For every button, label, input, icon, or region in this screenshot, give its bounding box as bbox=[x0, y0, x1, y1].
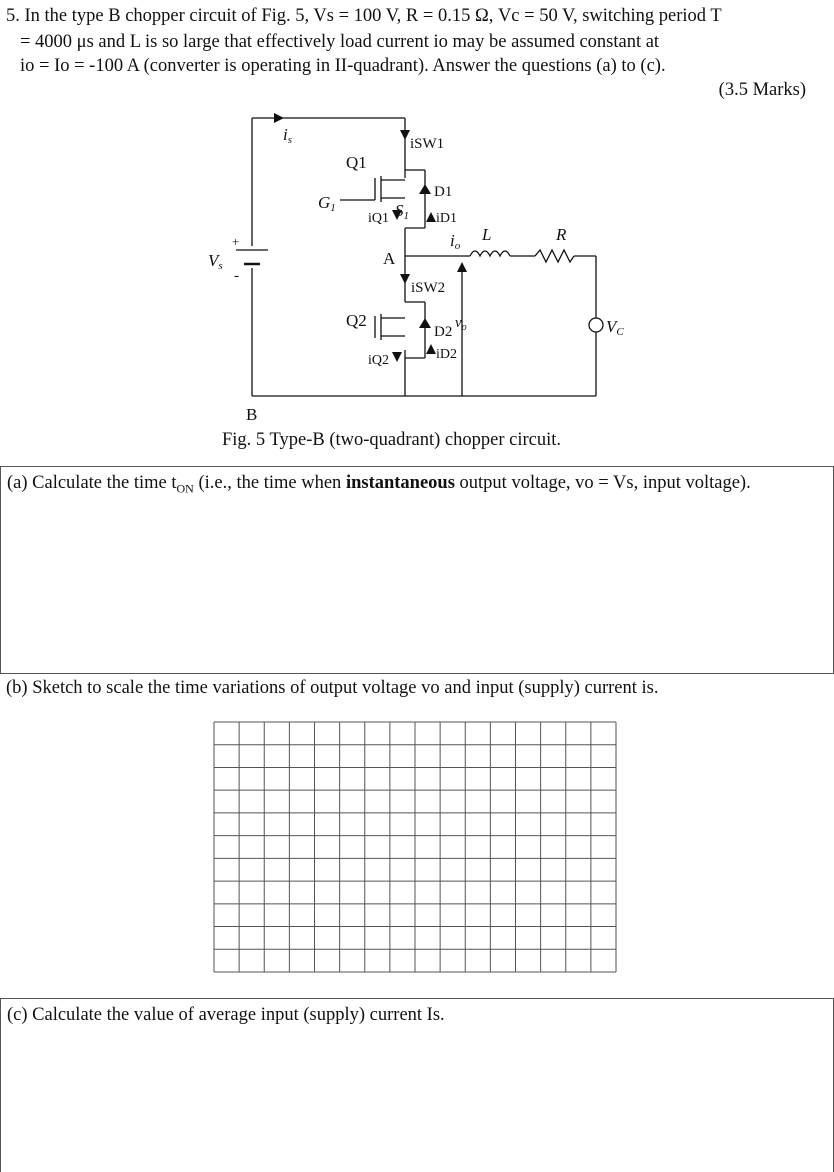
d2-symbol bbox=[419, 318, 431, 328]
part-a-text: (a) Calculate the time $t_{ON}$ (i.e., the time when instantaneous output voltage, vo = Vs, input voltage). bbox=[7, 473, 751, 496]
d1-symbol bbox=[419, 184, 431, 194]
label-vo: $v_o$ bbox=[455, 315, 467, 333]
id1-arrow bbox=[426, 212, 436, 222]
inductor bbox=[470, 251, 510, 256]
label-node-b: B bbox=[246, 405, 258, 424]
marks-label: (3.5 Marks) bbox=[718, 80, 806, 100]
figure-caption: Fig. 5 Type-B (two-quadrant) chopper circuit. bbox=[222, 430, 561, 450]
isw2-arrow bbox=[400, 274, 410, 284]
iq2-arrow bbox=[392, 352, 402, 362]
label-io: io bbox=[450, 231, 461, 252]
label-node-a: A bbox=[383, 249, 396, 268]
label-isw2: iSW2 bbox=[411, 280, 446, 296]
vc-source-circle bbox=[589, 318, 603, 332]
sketch-grid[interactable] bbox=[0, 718, 834, 978]
part-c-box[interactable] bbox=[0, 998, 834, 1172]
resistor bbox=[535, 250, 574, 262]
label-d1: D1 bbox=[434, 184, 453, 200]
label-d2: D2 bbox=[434, 324, 453, 340]
part-b-text: (b) Sketch to scale the time variations of output voltage vo and input (supply) current is. bbox=[6, 678, 659, 698]
label-id1: iD1 bbox=[436, 211, 457, 226]
label-R: R bbox=[556, 225, 567, 244]
circuit-diagram bbox=[0, 0, 834, 430]
label-id2: iD2 bbox=[436, 347, 457, 362]
label-iq1: iQ1 bbox=[368, 211, 389, 226]
vo-arrow-head bbox=[457, 262, 467, 272]
id2-arrow bbox=[426, 344, 436, 354]
isw1-arrow bbox=[400, 130, 410, 140]
question-line-2: = 4000 μs and L is so large that effectively load current io may be assumed constant at bbox=[20, 32, 660, 52]
label-plus: + bbox=[232, 234, 240, 249]
part-a-box[interactable] bbox=[0, 466, 834, 674]
label-vc: VC bbox=[606, 317, 624, 338]
label-q1: Q1 bbox=[346, 153, 367, 172]
question-line-3: io = Io = -100 A (converter is operating in II-quadrant). Answer the questions (a) to (c). bbox=[20, 56, 666, 76]
label-s1: S1 bbox=[395, 201, 409, 222]
part-c-text: (c) Calculate the value of average input (supply) current Is. bbox=[7, 1005, 445, 1025]
label-is: is bbox=[283, 125, 293, 146]
label-L: L bbox=[482, 225, 492, 244]
label-iq2: iQ2 bbox=[368, 353, 389, 368]
question-line-1: 5. In the type B chopper circuit of Fig. 5, Vs = 100 V, R = 0.15 Ω, Vc = 50 V, switching period T bbox=[6, 6, 722, 26]
label-minus: - bbox=[234, 268, 239, 284]
label-q2: Q2 bbox=[346, 311, 367, 330]
label-isw1: iSW1 bbox=[410, 136, 445, 152]
label-vs: Vs bbox=[208, 251, 223, 272]
label-g1: G1 bbox=[318, 193, 336, 214]
is-arrow bbox=[274, 113, 284, 123]
